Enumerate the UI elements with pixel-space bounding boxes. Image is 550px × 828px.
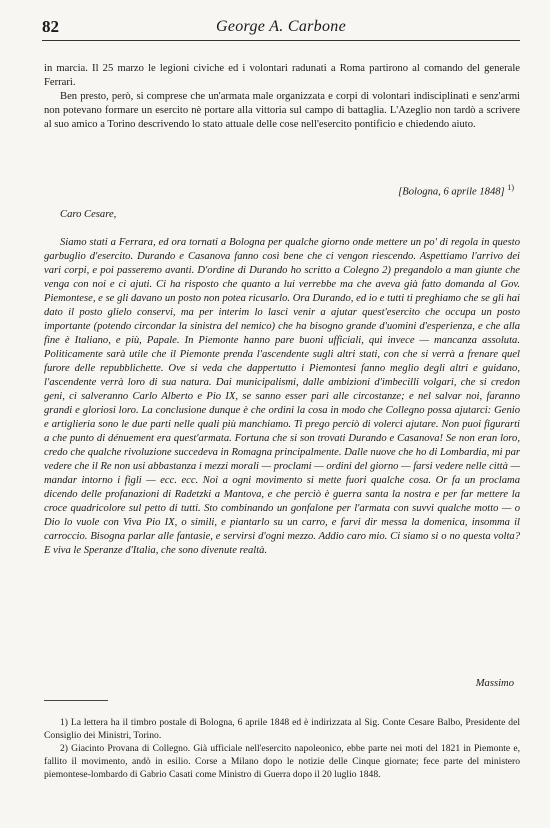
intro-paragraph-2: Ben presto, però, si comprese che un'armata male organizzata e corpi di volontari indisciplinati e senz'armi non potevano formare un esercito nè portare alla vittoria sul campo di battaglia. L'Azeglio non tardò a scrivere al suo amico a Torino descrivendo lo stato attuale delle cose nell'esercito pontificio e chiedendo aiuto. bbox=[44, 91, 520, 130]
footnote-rule bbox=[44, 700, 108, 701]
page-number: 82 bbox=[42, 17, 59, 36]
letter-signature: Massimo bbox=[475, 678, 514, 689]
page-header bbox=[42, 16, 520, 38]
intro-text bbox=[44, 62, 520, 132]
footnote-1: 1) La lettera ha il timbro postale di Bologna, 6 aprile 1848 ed è indirizzata al Sig. Conte Cesare Balbo, Presidente del Consiglio dei Ministri, Torino. bbox=[44, 717, 520, 741]
header-rule bbox=[42, 40, 520, 41]
footnote-2: 2) Giacinto Provana di Collegno. Già ufficiale nell'esercito napoleonico, ebbe parte nei moti del 1821 in Piemonte e, fallito il movimento, andò in esilio. Corse a Milano dopo le notizie delle Cinque giornate; fece parte del ministero piemontese-lombardo di Gabrio Casati come Ministro di Guerra dopo il 20 luglio 1848. bbox=[44, 743, 520, 780]
dateline-text: [Bologna, 6 aprile 1848] bbox=[398, 186, 505, 198]
letter-dateline bbox=[398, 183, 514, 198]
dateline-note-mark: 1) bbox=[507, 183, 514, 192]
intro-paragraph-1: in marcia. Il 25 marzo le legioni civiche ed i volontari radunati a Roma partirono al comando del generale Ferrari. bbox=[44, 63, 520, 88]
footnotes bbox=[44, 716, 520, 781]
letter-body bbox=[44, 236, 520, 558]
letter-salutation: Caro Cesare, bbox=[60, 209, 117, 220]
running-head: George A. Carbone bbox=[216, 18, 346, 35]
letter-paragraph: Siamo stati a Ferrara, ed ora tornati a Bologna per qualche giorno onde mettere un po' di regola in questo garbuglio d'esercito. Durando e Casanova fanno così bene che ci vengon riescendo. Aspettiamo l'arrivo dei vari corpi, e poi passeremo avanti. D'ordine di Durando ho scritto a Colegno 2) pregandolo a man giunte che venga con noi e ci ajuti. Ci ha risposto che quanto a lui verrebbe ma che aveva già fatto domanda al Gov. Piemontese, e se gli davano un posto non potea ricusarlo. Ora Durando, ed io e tutti ti preghiamo che se gli hai dato il posto glielo conservi, ma per interim lo lasci venir a ajutar quest'esercito che occupa un posto importante (potendo circondar la sinistra del nemico) che ha bisogno grande d'uomini d'esperienza, e che alla fine è Italiano, e più, Papale. In Piemonte hanno pare buoni ufficiali, qui invece — mancanza assoluta. Politicamente sarà utile che il Piemonte prenda l'ascendente sugli altri stati, con che si verrà a frenare quel furore delle repubblichette. Ove si veda che dappertutto i Piemontesi fanno meglio degli altri e guidano, l'ascendente verrà loro di sua natura. Dai municipalismi, dalle ambizioni d'imbecilli volgari, che si credon geni, ci salveranno Carlo Alberto e Pio IX, se sanno esser pari alle circostanze; e nel salvar noi, faranno grandi e gloriosi loro. La conclusione dunque è che ordini la cosa in modo che Collegno possa ajutarci: Genio e artiglieria sono le due parti nelle quali più manchiamo. Ti prego perciò di volerci ajutare. Non puoi figurarti a che punto di dénuement era quest'armata. Fortuna che si son trovati Durando e Casanova! Se non eran loro, credo che qualche rivoluzione succedeva in Romagna principalmente. Dalle nuove che ho di Lombardia, mi par vedere che il Re non usi abbastanza i mezzi morali — proclami — ordini del giorno — farsi vedere nelle città — mandar intorno i figli — ecc. ecc. Noi a ogni movimento si mette fuori qualche cosa. Or fa un proclama dicendo delle profanazioni di Radetzki a Mantova, e che perciò è guerra santa la nostra e per far mettere la croce quadricolore sul petto di tutti. Sto combinando un gonfalone per l'armata con suvvi qualche motto — o Dio lo vuole con Viva Pio IX, o simili, e piantarlo su un carro, e farvi dir messa la domenica, insomma il carroccio. Bisogna parlar alle fantasie, e servirsi d'ogni mezzo. Addio caro mio. Ci siamo si o no questa volta? E viva le Speranze d'Italia, che sono divenute realtà. bbox=[44, 237, 520, 556]
